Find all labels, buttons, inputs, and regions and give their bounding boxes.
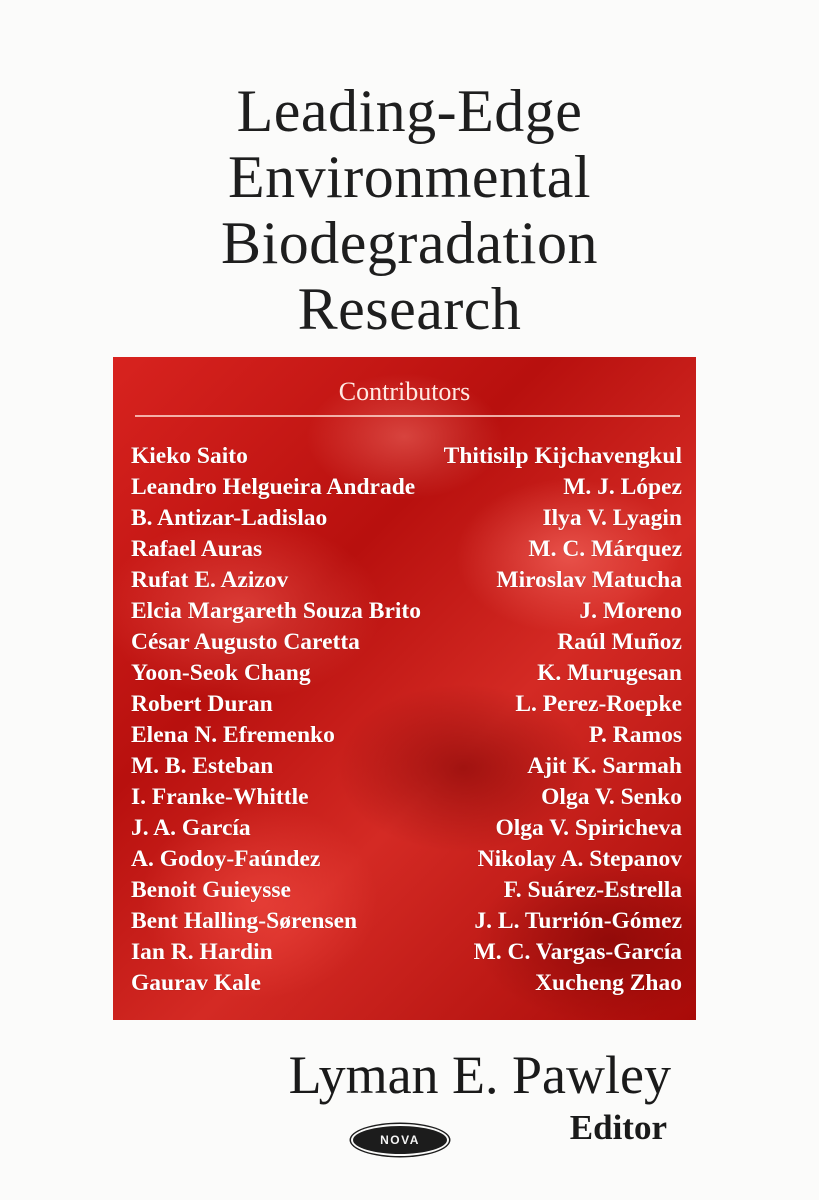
contributor-name-left: César Augusto Caretta: [131, 629, 360, 655]
contributor-name-left: Rufat E. Azizov: [131, 567, 289, 593]
contributor-row: [131, 751, 682, 782]
contributor-row: [131, 596, 682, 627]
contributor-row: [131, 720, 682, 751]
contributor-name-left: Gaurav Kale: [131, 970, 261, 996]
contributors-panel: [113, 357, 696, 1020]
contributor-name-left: Kieko Saito: [131, 443, 248, 469]
contributor-name-left: Benoit Guieysse: [131, 877, 291, 903]
contributor-name-left: Bent Halling-Sørensen: [131, 908, 358, 934]
title-line-1: Leading-Edge: [236, 78, 583, 144]
contributor-name-left: M. B. Esteban: [131, 753, 274, 779]
contributor-name-left: Ian R. Hardin: [131, 939, 273, 965]
contributor-name-right: J. L. Turrión-Gómez: [474, 908, 682, 934]
contributor-name-right: Thitisilp Kijchavengkul: [443, 443, 682, 469]
contributor-name-left: Elcia Margareth Souza Brito: [131, 598, 422, 624]
editor-role: Editor: [569, 1108, 667, 1147]
contributor-name-right: J. Moreno: [579, 598, 682, 624]
contributor-row: [131, 441, 682, 472]
contributor-name-right: Miroslav Matucha: [496, 567, 682, 593]
contributor-row: [131, 503, 682, 534]
contributor-row: [131, 782, 682, 813]
contributor-name-right: Olga V. Senko: [541, 784, 682, 810]
contributor-name-left: Robert Duran: [131, 691, 273, 717]
contributor-name-right: Ajit K. Sarmah: [527, 753, 682, 779]
contributor-name-right: K. Murugesan: [537, 660, 682, 686]
title-line-4: Research: [297, 276, 522, 342]
contributor-name-right: L. Perez-Roepke: [515, 691, 682, 717]
title-line-2: Environmental: [227, 144, 592, 210]
contributor-row: [131, 472, 682, 503]
contributor-row: [131, 813, 682, 844]
contributor-name-left: A. Godoy-Faúndez: [131, 846, 321, 872]
contributor-name-right: P. Ramos: [588, 722, 682, 748]
contributor-name-right: Ilya V. Lyagin: [542, 505, 682, 531]
contributor-row: [131, 968, 682, 999]
contributor-name-left: Yoon-Seok Chang: [131, 660, 311, 686]
contributor-row: [131, 689, 682, 720]
contributor-row: [131, 565, 682, 596]
contributor-row: [131, 875, 682, 906]
contributor-row: [131, 627, 682, 658]
contributor-row: [131, 937, 682, 968]
contributor-name-left: B. Antizar-Ladislao: [131, 505, 328, 531]
contributor-name-right: F. Suárez-Estrella: [503, 877, 682, 903]
contributor-name-right: M. C. Márquez: [528, 536, 682, 562]
contributor-name-left: Rafael Auras: [131, 536, 263, 562]
contributor-row: [131, 658, 682, 689]
book-title: [0, 78, 819, 342]
editor-name: Lyman E. Pawley: [288, 1045, 671, 1105]
contributor-name-right: Olga V. Spiricheva: [495, 815, 682, 841]
contributor-name-right: Raúl Muñoz: [557, 629, 682, 655]
contributor-name-right: Xucheng Zhao: [535, 970, 682, 996]
contributor-name-left: Elena N. Efremenko: [131, 722, 335, 748]
contributor-row: [131, 534, 682, 565]
contributor-row: [131, 844, 682, 875]
publisher-logo-text: NOVA: [380, 1133, 420, 1147]
contributor-name-right: Nikolay A. Stepanov: [477, 846, 682, 872]
contributor-name-right: M. J. López: [563, 474, 682, 500]
contributor-row: [131, 906, 682, 937]
contributors-divider: [135, 415, 680, 417]
contributor-name-left: Leandro Helgueira Andrade: [131, 474, 416, 500]
contributors-heading: Contributors: [338, 377, 471, 406]
publisher-logo: [353, 1126, 447, 1154]
contributor-name-left: I. Franke-Whittle: [131, 784, 309, 810]
contributors-list: [131, 441, 682, 999]
title-line-3: Biodegradation: [221, 210, 598, 276]
contributor-name-left: J. A. García: [131, 815, 251, 841]
contributor-name-right: M. C. Vargas-García: [473, 939, 682, 965]
